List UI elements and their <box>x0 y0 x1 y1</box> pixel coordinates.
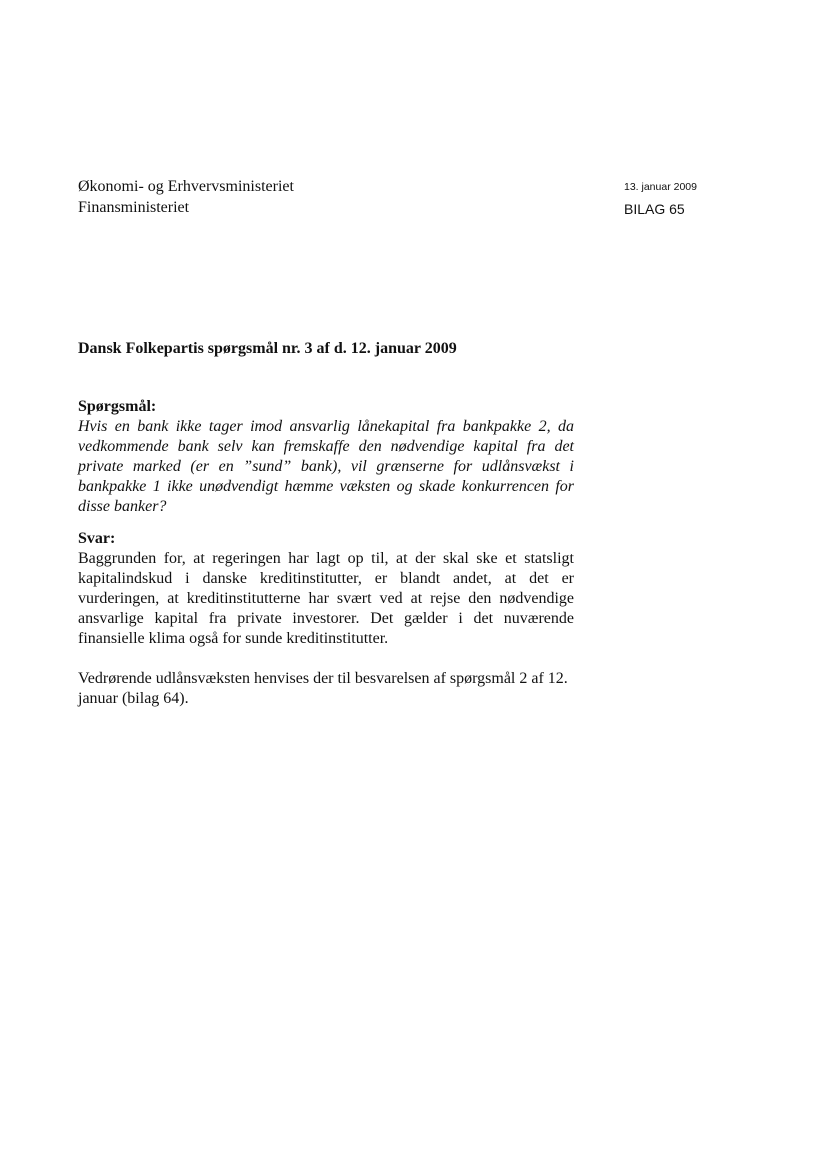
document-date: 13. januar 2009 <box>624 181 697 193</box>
ministry-header <box>78 176 294 218</box>
question-heading: Spørgsmål: <box>78 398 157 415</box>
answer-heading: Svar: <box>78 530 116 547</box>
bilag-number: BILAG 65 <box>624 201 685 217</box>
ministry-name-finance: Finansministeriet <box>78 199 190 216</box>
question-section <box>78 397 574 517</box>
document-meta <box>624 180 697 219</box>
answer-section <box>78 529 574 709</box>
answer-paragraph-2: Vedrørende udlånsvæksten henvises der til besvarelsen af spørgsmål 2 af 12. januar (bilag 64). <box>78 670 568 707</box>
document-title: Dansk Folkepartis spørgsmål nr. 3 af d. 12. januar 2009 <box>78 340 457 357</box>
answer-paragraph-1: Baggrunden for, at regeringen har lagt op til, at der skal ske et statsligt kapitalindskud i danske kreditinstitutter, er blandt andet, at det er vurderingen, at kreditinstitutterne har svært ved at rejse den nødvendige ansvarlige kapital fra private investorer. Det gælder i det nuværende finansielle klima også for sunde kreditinstitutter. <box>78 550 574 647</box>
ministry-name-economy: Økonomi- og Erhvervsministeriet <box>78 178 294 195</box>
question-text: Hvis en bank ikke tager imod ansvarlig lånekapital fra bankpakke 2, da vedkommende bank selv kan fremskaffe den nødvendige kapital fra det private marked (er en ”sund” bank), vil grænserne for udlånsvækst i bankpakke 1 ikke unødvendigt hæmme væksten og skade konkurrencen for disse banker? <box>78 418 574 515</box>
